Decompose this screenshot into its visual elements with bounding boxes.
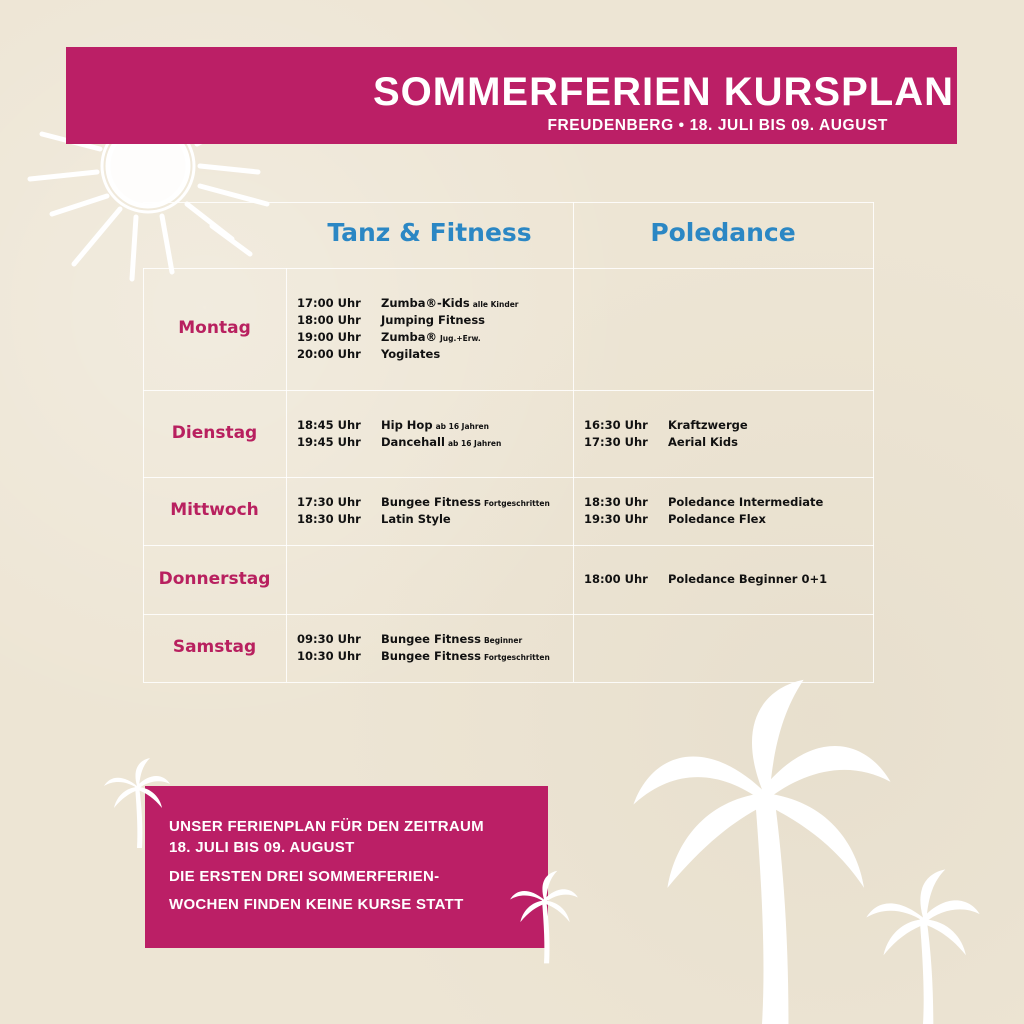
course-name-wrap [381,295,519,312]
course-note: Jug.+Erw. [440,334,481,343]
course-note: alle Kinder [472,300,519,309]
course-entry [584,434,748,451]
course-note: ab 16 Jahren [435,421,489,431]
course-name: Bungee Fitness [381,632,481,646]
page-subtitle: FREUDENBERG • 18. JULI BIS 09. AUGUST [547,117,888,134]
course-name: Zumba®-Kids [381,296,470,310]
course-time: 18:30 Uhr [297,512,361,526]
course-name-wrap [668,417,748,434]
course-name-wrap [381,434,501,451]
course-time: 09:30 Uhr [297,632,361,646]
course-entry [297,417,501,434]
course-name-wrap [668,571,827,588]
course-entry [297,346,519,363]
tanz-fitness-cell [297,417,501,451]
course-time: 17:30 Uhr [584,434,648,449]
poledance-cell [584,417,748,451]
course-name-wrap [381,648,550,665]
course-time: 18:00 Uhr [584,572,648,586]
course-note: Fortgeschritten [483,653,550,662]
day-label: Dienstag [171,422,258,443]
palm-tree-icon [508,868,580,964]
page-title: SOMMERFERIEN KURSPLAN [372,70,954,114]
course-name: Aerial Kids [668,434,738,449]
course-note: ab 16 Jahren [447,438,502,448]
course-name: Bungee Fitness [381,495,481,509]
palm-tree-icon [102,756,172,848]
course-name: Zumba® [381,330,438,344]
course-entry [584,417,748,434]
course-entry [297,648,550,665]
course-name: Latin Style [381,512,451,526]
course-time: 19:30 Uhr [584,512,648,526]
course-time: 16:30 Uhr [584,417,648,432]
course-entry [297,312,519,329]
tanz-fitness-cell [297,494,550,528]
course-time: 20:00 Uhr [297,347,361,361]
course-name: Poledance Beginner 0+1 [668,572,828,586]
info-box [145,786,548,948]
course-name-wrap [668,494,823,511]
column-header-poledance: Poledance [650,218,796,247]
day-label: Mittwoch [170,500,259,520]
course-name: Jumping Fitness [381,313,486,327]
poledance-cell [584,494,823,528]
info-line-2: 18. JULI BIS 09. AUGUST [169,839,355,856]
course-entry [297,329,519,346]
info-line-1: UNSER FERIENPLAN FÜR DEN ZEITRAUM [169,818,484,835]
course-name-wrap [668,434,738,451]
poledance-cell [584,571,827,588]
course-entry [584,494,823,511]
course-name: Yogilates [381,347,441,361]
course-entry [297,494,550,511]
course-name-wrap [381,346,440,363]
course-time: 18:45 Uhr [297,417,361,432]
course-time: 18:00 Uhr [297,313,361,327]
course-name: Kraftzwerge [668,417,748,432]
course-name-wrap [381,511,451,528]
column-header-tanz-fitness: Tanz & Fitness [327,218,532,247]
info-line-4: WOCHEN FINDEN KEINE KURSE STATT [169,896,464,913]
course-entry [297,434,501,451]
course-entry [297,295,519,312]
course-note: Fortgeschritten [483,499,550,508]
course-name-wrap [381,494,550,511]
course-time: 17:30 Uhr [297,495,361,509]
course-time: 19:45 Uhr [297,434,361,449]
day-label: Donnerstag [158,568,271,589]
course-name-wrap [381,312,485,329]
course-name: Bungee Fitness [381,649,481,663]
info-line-3: DIE ERSTEN DREI SOMMERFERIEN- [169,868,440,885]
course-name-wrap [381,631,522,648]
day-label: Montag [178,318,251,338]
palm-tree-icon [858,866,988,1024]
course-entry [584,511,823,528]
course-time: 10:30 Uhr [297,649,361,663]
course-name-wrap [381,329,481,346]
tanz-fitness-cell [297,631,550,665]
course-entry [297,631,550,648]
course-name-wrap [381,417,489,434]
course-name: Poledance Intermediate [668,495,824,509]
course-entry [297,511,550,528]
course-name-wrap [668,511,766,528]
course-time: 17:00 Uhr [297,296,361,310]
day-label: Samstag [172,637,257,657]
course-entry [584,571,827,588]
course-name: Dancehall [381,434,445,449]
course-note: Beginner [483,636,523,645]
course-time: 19:00 Uhr [297,330,361,344]
course-name: Poledance Flex [668,512,766,526]
tanz-fitness-cell [297,295,519,363]
course-time: 18:30 Uhr [584,495,648,509]
course-name: Hip Hop [381,417,433,432]
